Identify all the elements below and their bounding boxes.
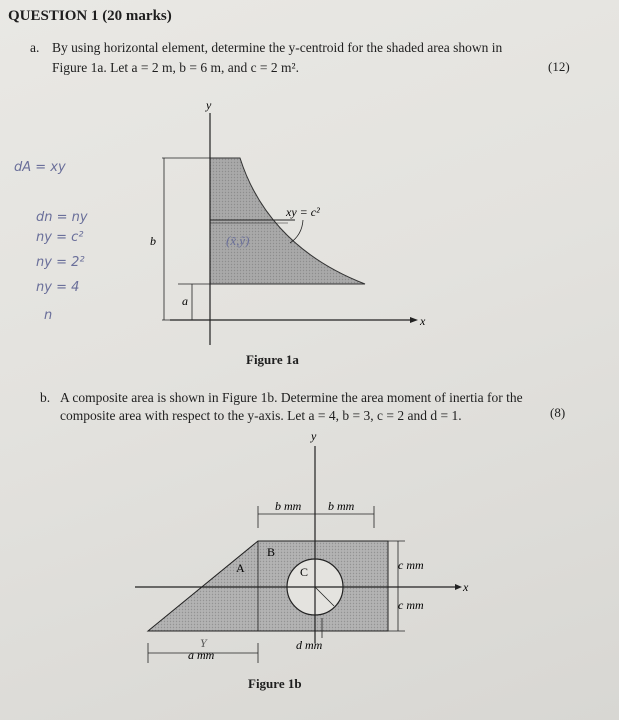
shaded-area-1a xyxy=(210,158,365,284)
region-b-label: B xyxy=(267,545,276,559)
handwritten-note-6: n xyxy=(44,308,53,323)
figure-1a-caption: Figure 1a xyxy=(246,352,299,367)
axis-y-label-1b: y xyxy=(311,429,317,443)
dim-d-label: d mm xyxy=(296,638,323,652)
part-a-line2: Figure 1a. Let a = 2 m, b = 6 m, and c = 2 m². xyxy=(52,60,299,75)
figure-1b xyxy=(130,428,490,668)
part-b-line1: A composite area is shown in Figure 1b. Determine the area moment of inertia for the xyxy=(60,390,523,405)
dim-b-right-label: b mm xyxy=(328,499,355,513)
dim-a-label-1a: a xyxy=(182,294,188,308)
handwritten-note-1: dA = xy xyxy=(14,160,66,175)
figure-1a xyxy=(140,95,440,355)
curve-label-1a: xy = c² xyxy=(286,205,320,219)
part-b-label: b. xyxy=(40,390,51,405)
handwritten-note-4: ny = 2² xyxy=(36,255,85,270)
figure-1b-caption: Figure 1b xyxy=(248,676,302,691)
part-a-line1: By using horizontal element, determine the y-centroid for the shaded area shown in xyxy=(52,40,503,55)
part-b-marks: (8) xyxy=(550,405,566,420)
handwritten-note-8: Y xyxy=(200,636,207,650)
question-title: QUESTION 1 (20 marks) xyxy=(8,8,172,24)
region-a-label: A xyxy=(236,561,245,575)
handwritten-note-2: dn = ny xyxy=(36,210,88,225)
dim-b-label-1a: b xyxy=(150,234,156,248)
dim-c-bottom-label: c mm xyxy=(398,598,424,612)
axis-x-label-1a: x xyxy=(420,314,426,328)
dim-a-label-1b: a mm xyxy=(188,648,215,662)
handwritten-note-5: ny = 4 xyxy=(36,280,80,295)
handwritten-note-7: (x̃,ỹ) xyxy=(226,233,250,248)
part-a-label: a. xyxy=(30,40,40,55)
x-axis-arrow-1a xyxy=(410,317,418,323)
axis-x-label-1b: x xyxy=(463,580,469,594)
part-b-line2: composite area with respect to the y-axis. Let a = 4, b = 3, c = 2 and d = 1. xyxy=(60,408,462,423)
handwritten-note-3: ny = c² xyxy=(36,230,84,245)
part-a-marks: (12) xyxy=(548,59,570,74)
dim-b-left-label: b mm xyxy=(275,499,302,513)
region-c-label: C xyxy=(300,565,309,579)
x-axis-arrow-1b xyxy=(455,584,462,590)
axis-y-label-1a: y xyxy=(206,98,212,112)
dim-c-top-label: c mm xyxy=(398,558,424,572)
